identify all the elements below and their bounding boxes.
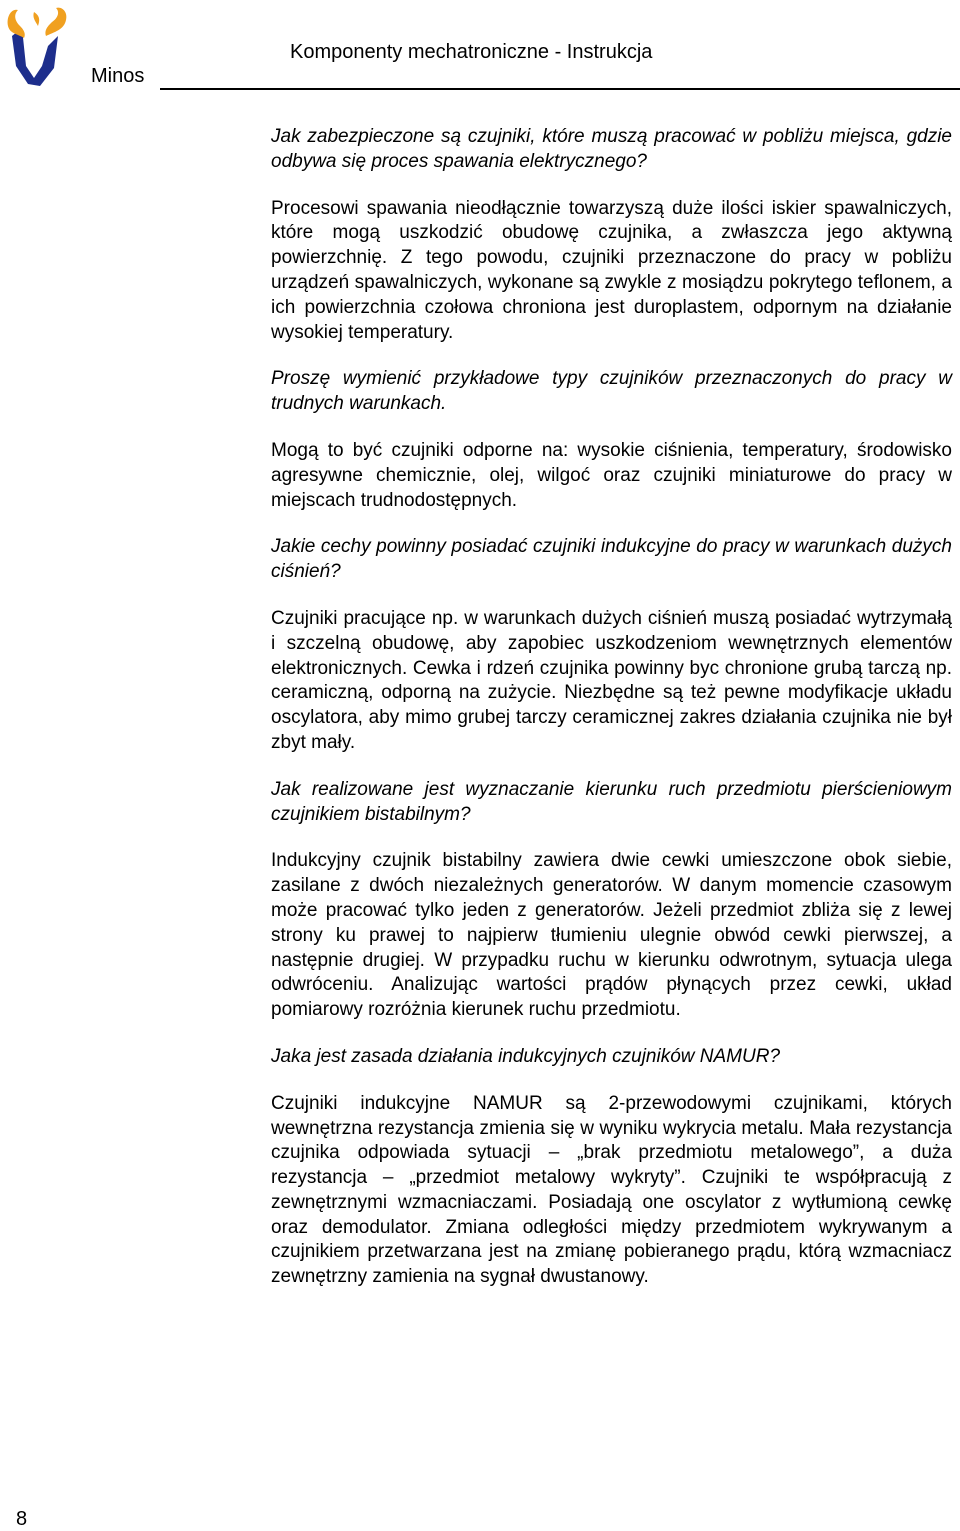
page-number: 8 xyxy=(16,1508,28,1530)
document-body xyxy=(271,125,952,1312)
answer-paragraph: Procesowi spawania nieodłącznie towarzyszą duże ilości iskier spawalniczych, które mogą uszkodzić obudowę czujnika, a zwłaszcza jego aktywną powierzchnię. Z tego powodu, czujniki przeznaczone do pracy w pobliżu urządzeń spawalniczych, wykonane są zwykle z mosiądzu pokrytego teflonem, a ich powierzchnia czołowa chroniona jest duroplastem, odpornym na działanie wysokiej temperatury. xyxy=(271,197,952,343)
answer-paragraph: Czujniki pracujące np. w warunkach dużych ciśnień muszą posiadać wytrzymałą i szczelną obudowę, aby zapobiec uszkodzeniom wewnętrznych elementów elektronicznych. Cewka i rdzeń czujnika powinny byc chronione grubą tarczą np. ceramiczną, odporną na zużycie. Niezbędne są też pewne modyfikacje układu oscylatora, aby mimo grubej tarczy ceramicznej zakres działania czujnika nie był zbyt mały. xyxy=(271,607,952,753)
answer-paragraph: Indukcyjny czujnik bistabilny zawiera dwie cewki umieszczone obok siebie, zasilane z dwóch niezależnych generatorów. W danym momencie czasowym może pracować tylko jeden z generatorów. Jeżeli przedmiot zbliża się z lewej strony ku prawej to najpierw tłumieniu ulegnie obwód cewki pierwszej, a następnie drugiej. W przypadku ruchu w kierunku odwrotnym, sytuacja ulega odwróceniu. Analizując wartości prądów płynących przez cewki, układ pomiarowy rozróżnia kierunek ruchu przedmiotu. xyxy=(271,850,952,1021)
question-paragraph: Jak realizowane jest wyznaczanie kierunku ruch przedmiotu pierścieniowym czujnikiem bistabilnym? xyxy=(271,778,952,825)
answer-paragraph: Czujniki indukcyjne NAMUR są 2-przewodowymi czujnikami, których wewnętrzna rezystancja zmienia się w wyniku wykrycia metalu. Mała rezystancja czujnika odpowiada sytuacji – „brak przedmiotu metalowego”, a duża rezystancja – „przedmiot metalowy wykryty”. Czujniki te współpracują z zewnętrznymi wzmacniaczami. Posiadają one oscylator z wytłumioną cewkę oraz demodulator. Zmiana odległości między przedmiotem wykrywanym a czujnikiem przetwarzana jest na zmianę pobieranego prądu, którą wzmacniacz zewnętrzny zamienia na sygnał dwustanowy. xyxy=(271,1092,952,1288)
question-paragraph: Jak zabezpieczone są czujniki, które muszą pracować w pobliżu miejsca, gdzie odbywa się proces spawania elektrycznego? xyxy=(271,126,952,172)
question-paragraph: Proszę wymienić przykładowe typy czujników przeznaczonych do pracy w trudnych warunkach. xyxy=(271,368,952,415)
question-paragraph: Jaka jest zasada działania indukcyjnych czujników NAMUR? xyxy=(271,1045,781,1067)
minos-logo-icon xyxy=(4,6,70,90)
header-divider xyxy=(160,88,960,90)
answer-paragraph: Mogą to być czujniki odporne na: wysokie ciśnienia, temperatury, środowisko agresywne chemicznie, olej, wilgoć oraz czujniki miniaturowe do pracy w miejscach trudnodostępnych. xyxy=(271,439,952,511)
document-title: Komponenty mechatroniczne - Instrukcja xyxy=(290,41,653,63)
question-paragraph: Jakie cechy powinny posiadać czujniki indukcyjne do pracy w warunkach dużych ciśnień? xyxy=(271,536,952,583)
brand-name: Minos xyxy=(91,65,145,87)
